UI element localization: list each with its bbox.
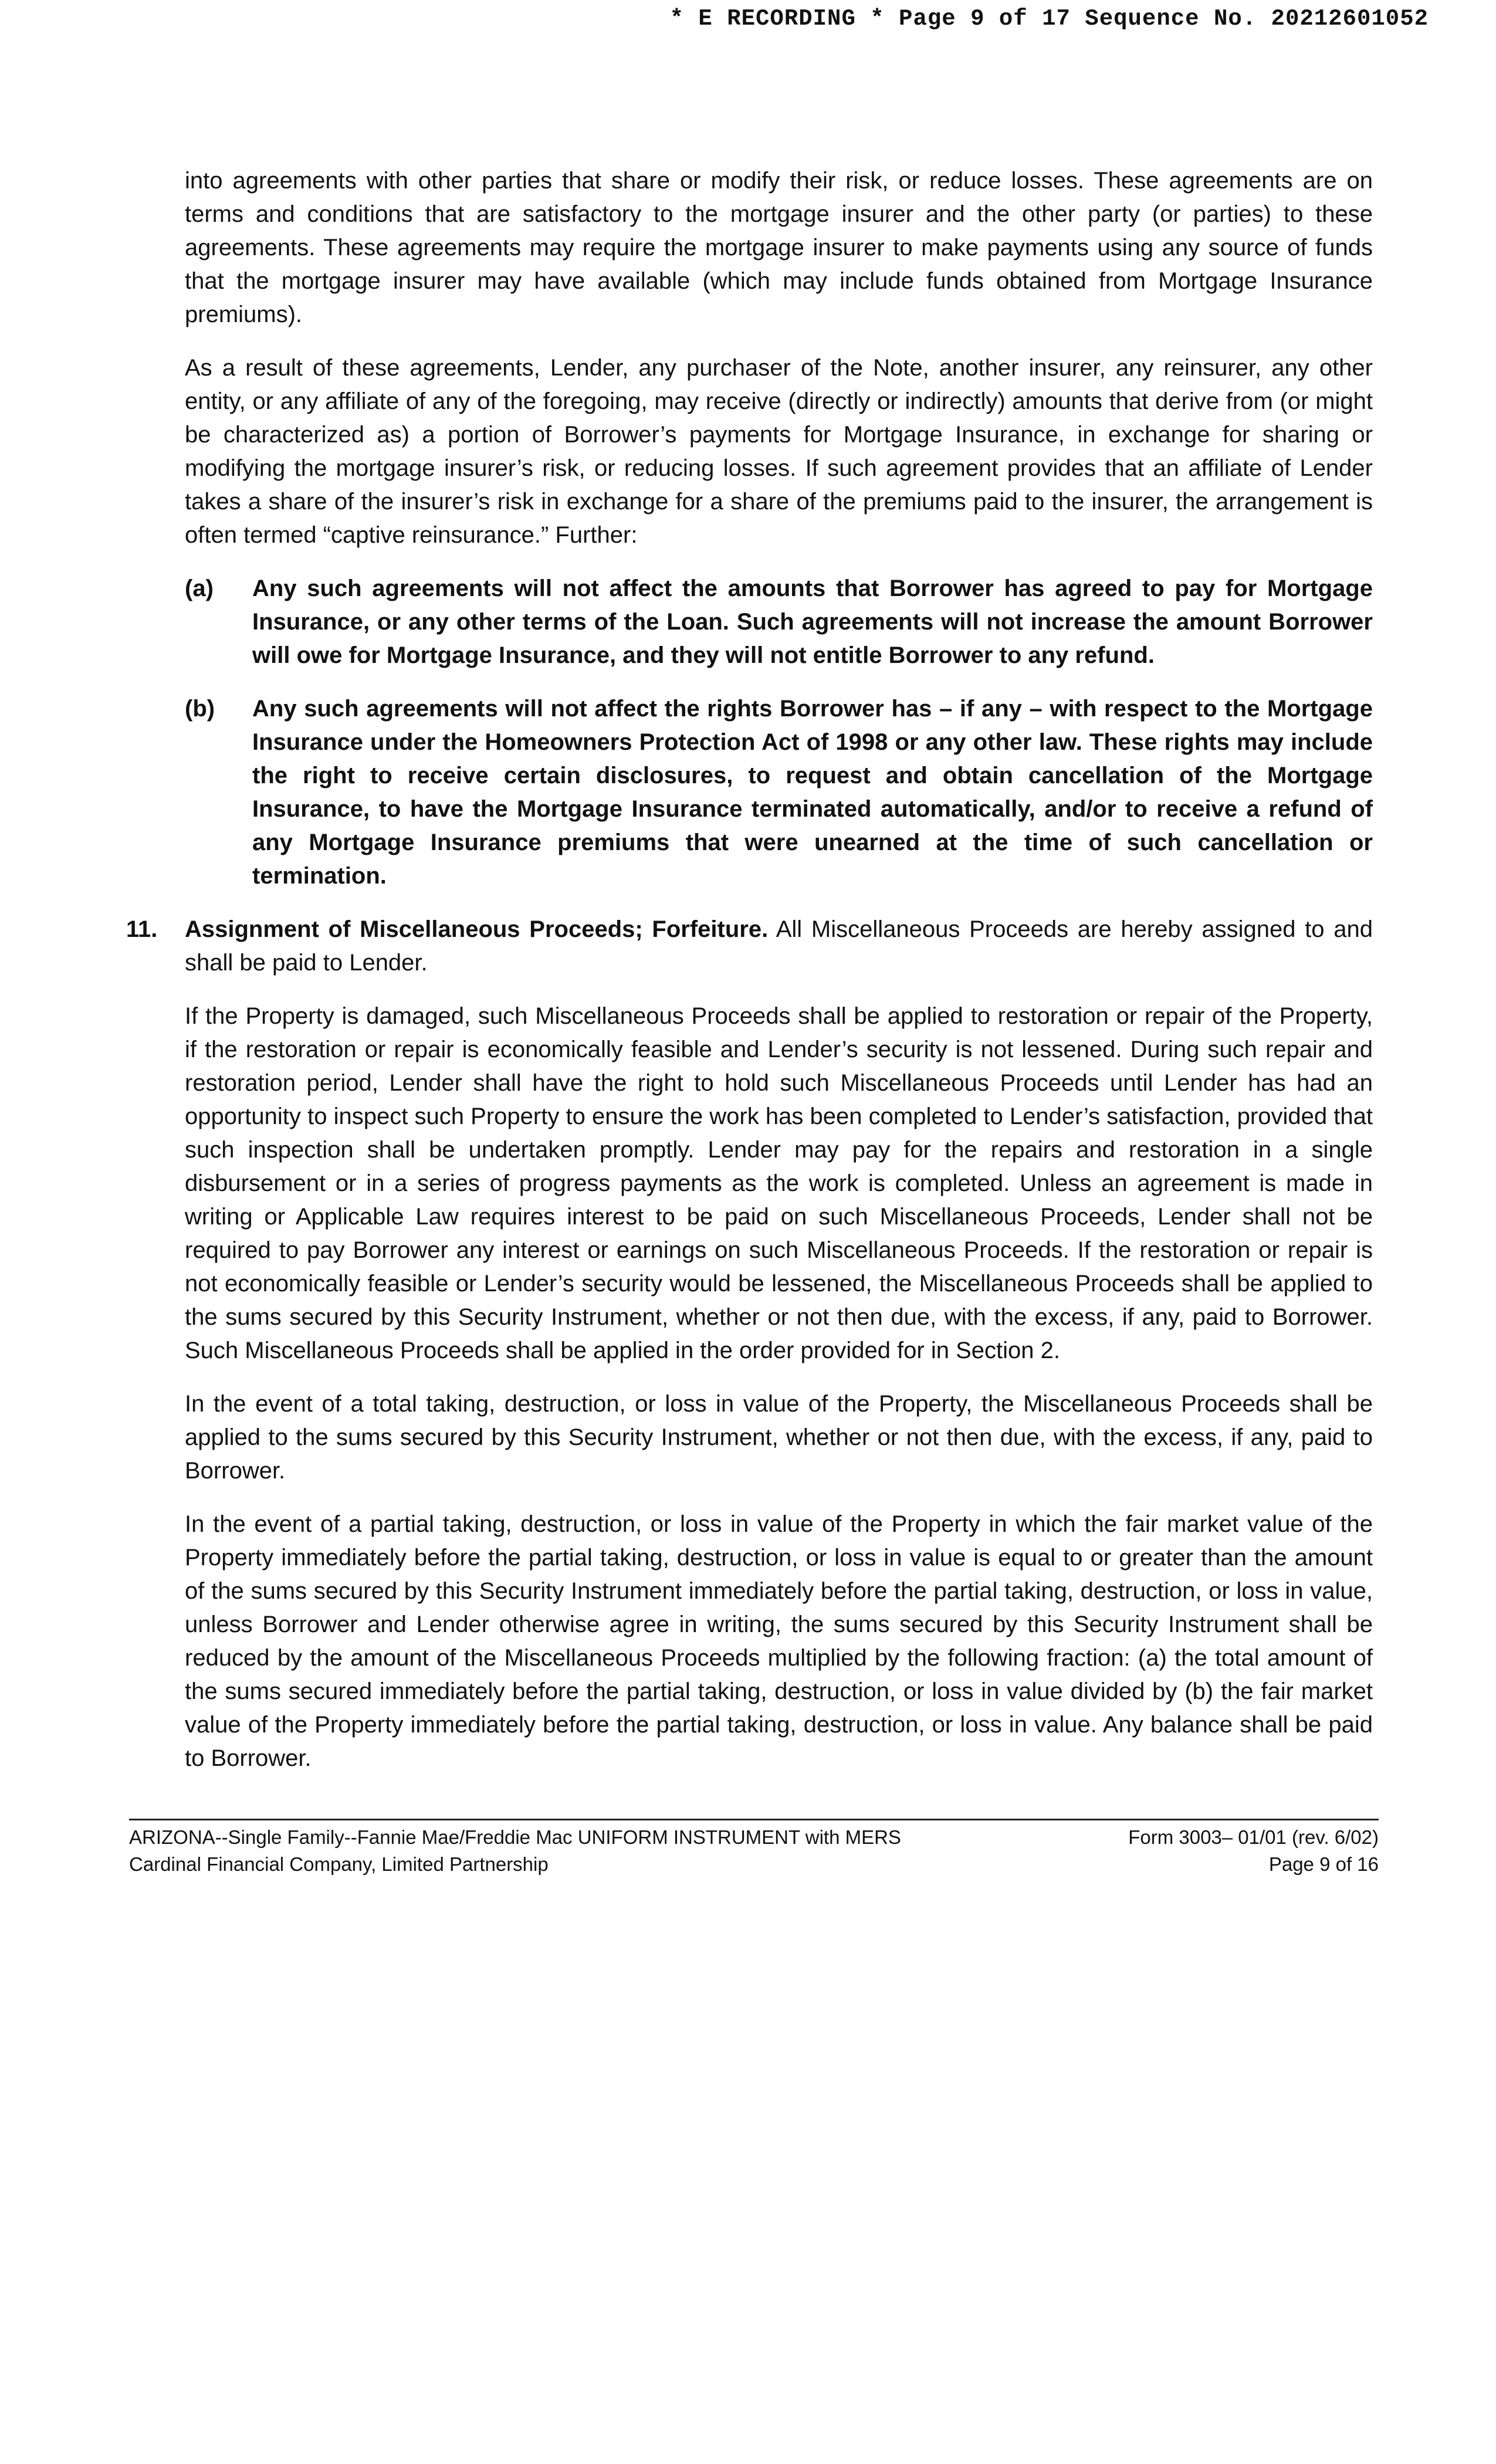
paragraph-continuation: into agreements with other parties that share or modify their risk, or reduce losses. These agreements are on terms and conditions that are satisfactory to the mortgage insurer and the other party (or parties) to these agreements. These agreements may require the mortgage insurer to make payments using any source of funds that the mortgage insurer may have available (which may include funds obtained from Mortgage Insurance premiums). bbox=[185, 168, 1373, 327]
paragraph-total-taking: In the event of a total taking, destruction, or loss in value of the Property, the Miscellaneous Proceeds shall be applied to the sums secured by this Security Instrument, whether or not then due, with the excess, if any, paid to Borrower. bbox=[185, 1391, 1373, 1484]
footer-form-title: ARIZONA--Single Family--Fannie Mae/Freddie Mac UNIFORM INSTRUMENT with MERS bbox=[129, 1826, 901, 1848]
section-heading: Assignment of Miscellaneous Proceeds; Forfeiture. bbox=[185, 916, 769, 942]
paragraph-partial-taking: In the event of a partial taking, destruction, or loss in value of the Property in which the fair market value of the Property immediately before the partial taking, destruction, or loss in value is equal to or greater than the amount of the sums secured by this Security Instrument immediately before the partial taking, destruction, or loss in value, unless Borrower and Lender otherwise agree in writing, the sums secured by this Security Instrument shall be reduced by the amount of the Miscellaneous Proceeds multiplied by the following fraction: (a) the total amount of the sums secured immediately before the partial taking, destruction, or loss in value divided by (b) the fair market value of the Property immediately before the partial taking, destruction, or loss in value. Any balance shall be paid to Borrower. bbox=[185, 1511, 1373, 1771]
paragraph-agreements-result: As a result of these agreements, Lender, any purchaser of the Note, another insurer, any reinsurer, any other entity, or any affiliate of any of the foregoing, may receive (directly or indirectly) amounts that derive from (or might be characterized as) a portion of Borrower’s payments for Mortgage Insurance, in exchange for sharing or modifying the mortgage insurer’s risk, or reducing losses. If such agreement provides that an affiliate of Lender takes a share of the insurer’s risk in exchange for a share of the premiums paid to the insurer, the arrangement is often termed “captive reinsurance.” Further: bbox=[185, 355, 1373, 548]
list-text-b: Any such agreements will not affect the rights Borrower has – if any – with respect to the Mortgage Insurance under the Homeowners Protection Act of 1998 or any other law. These rights may include the right to receive certain disclosures, to request and obtain cancellation of the Mortgage Insurance, to have the Mortgage Insurance terminated automatically, and/or to receive a refund of any Mortgage Insurance premiums that were unearned at the time of such cancellation or termination. bbox=[252, 696, 1373, 889]
footer-company: Cardinal Financial Company, Limited Partnership bbox=[129, 1853, 549, 1875]
footer-form-number: Form 3003– 01/01 (rev. 6/02) bbox=[1128, 1826, 1379, 1848]
section-number: 11. bbox=[126, 916, 158, 942]
list-marker-a: (a) bbox=[185, 576, 214, 601]
list-text-a: Any such agreements will not affect the amounts that Borrower has agreed to pay for Mortgage Insurance, or any other terms of the Loan. Such agreements will not increase the amount Borrower will owe for Mortgage Insurance, and they will not entitle Borrower to any refund. bbox=[252, 576, 1373, 668]
footer-row-bottom bbox=[129, 1851, 1379, 1878]
page-footer bbox=[129, 1819, 1379, 1878]
section-11 bbox=[126, 913, 1373, 980]
list-item-a bbox=[185, 572, 1373, 672]
footer-page-number: Page 9 of 16 bbox=[1268, 1853, 1379, 1875]
list-marker-b: (b) bbox=[185, 696, 215, 722]
list-item-b bbox=[185, 692, 1373, 893]
paragraph-property-damaged: If the Property is damaged, such Miscellaneous Proceeds shall be applied to restoration or repair of the Property, if the restoration or repair is economically feasible and Lender’s security is not lessened. During such repair and restoration period, Lender shall have the right to hold such Miscellaneous Proceeds until Lender has had an opportunity to inspect such Property to ensure the work has been completed to Lender’s satisfaction, provided that such inspection shall be undertaken promptly. Lender may pay for the repairs and restoration in a single disbursement or in a series of progress payments as the work is completed. Unless an agreement is made in writing or Applicable Law requires interest to be paid on such Miscellaneous Proceeds, Lender shall not be required to pay Borrower any interest or earnings on such Miscellaneous Proceeds. If the restoration or repair is not economically feasible or Lender’s security would be lessened, the Miscellaneous Proceeds shall be applied to the sums secured by this Security Instrument, whether or not then due, with the excess, if any, paid to Borrower. Such Miscellaneous Proceeds shall be applied in the order provided for in Section 2. bbox=[185, 1003, 1373, 1363]
section-text: All Miscellaneous Proceeds are hereby assigned to and shall be paid to Lender. bbox=[185, 916, 1373, 976]
document-body bbox=[126, 164, 1373, 1795]
recording-header: * E RECORDING * Page 9 of 17 Sequence No. 20212601052 bbox=[669, 6, 1429, 32]
footer-row-top bbox=[129, 1824, 1379, 1851]
